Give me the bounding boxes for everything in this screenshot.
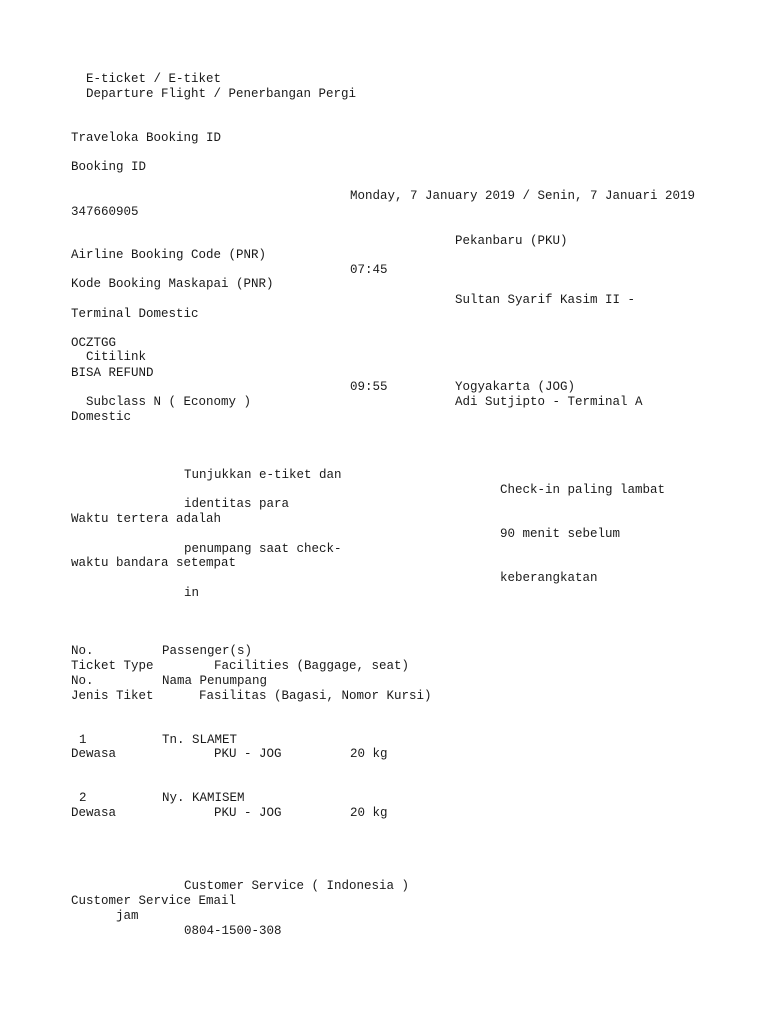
booking-id-value: 347660905 bbox=[71, 205, 139, 219]
arrival-city: Yogyakarta (JOG) bbox=[455, 380, 576, 394]
customer-service-email-label: Customer Service Email bbox=[71, 894, 237, 908]
pnr-label-en: Airline Booking Code (PNR) bbox=[71, 248, 267, 262]
pnr-label-id: Kode Booking Maskapai (PNR) bbox=[71, 277, 274, 291]
header-facilities-id: Fasilitas (Bagasi, Nomor Kursi) bbox=[199, 689, 432, 703]
notice-checkin-line: Check-in paling lambat bbox=[500, 483, 666, 497]
passenger-name: Tn. SLAMET bbox=[162, 733, 238, 747]
arrival-airport: Adi Sutjipto - Terminal A bbox=[455, 395, 643, 409]
header-passenger: Passenger(s) bbox=[162, 644, 253, 658]
departure-airport: Sultan Syarif Kasim II - bbox=[455, 293, 636, 307]
header-no: No. bbox=[71, 644, 94, 658]
header-ticket-type: Ticket Type bbox=[71, 659, 154, 673]
airline-name: Citilink bbox=[86, 350, 147, 364]
notice-show-ticket-line: in bbox=[184, 586, 200, 600]
pnr-value: OCZTGG bbox=[71, 336, 117, 350]
header-passenger-id: Nama Penumpang bbox=[162, 674, 268, 688]
notice-checkin-line: keberangkatan bbox=[500, 571, 598, 585]
notice-show-ticket-line: penumpang saat check- bbox=[184, 542, 342, 556]
passenger-type: Dewasa bbox=[71, 806, 117, 820]
notice-local-time-line: Waktu tertera adalah bbox=[71, 512, 222, 526]
flight-date: Monday, 7 January 2019 / Senin, 7 Januari 2019 bbox=[350, 189, 696, 203]
passenger-name: Ny. KAMISEM bbox=[162, 791, 245, 805]
header-no-id: No. bbox=[71, 674, 94, 688]
customer-service-hours-label: jam bbox=[116, 909, 139, 923]
passenger-no: 1 bbox=[79, 733, 87, 747]
arrival-time: 09:55 bbox=[350, 380, 388, 394]
departure-city: Pekanbaru (PKU) bbox=[455, 234, 568, 248]
notice-show-ticket-line: Tunjukkan e-tiket dan bbox=[184, 468, 342, 482]
header-facilities: Facilities (Baggage, seat) bbox=[214, 659, 410, 673]
passenger-baggage: 20 kg bbox=[350, 747, 388, 761]
departure-time: 07:45 bbox=[350, 263, 388, 277]
arrival-terminal: Domestic bbox=[71, 410, 132, 424]
passenger-baggage: 20 kg bbox=[350, 806, 388, 820]
notice-checkin-line: 90 menit sebelum bbox=[500, 527, 621, 541]
refund-status: BISA REFUND bbox=[71, 366, 154, 380]
header-ticket-type-id: Jenis Tiket bbox=[71, 689, 154, 703]
notice-show-ticket-line: identitas para bbox=[184, 497, 290, 511]
passenger-type: Dewasa bbox=[71, 747, 117, 761]
ticket-title: E-ticket / E-tiket bbox=[86, 72, 222, 86]
subclass-info: Subclass N ( Economy ) bbox=[86, 395, 252, 409]
customer-service-phone[interactable]: 0804-1500-308 bbox=[184, 924, 282, 938]
flight-direction: Departure Flight / Penerbangan Pergi bbox=[86, 87, 357, 101]
passenger-route: PKU - JOG bbox=[214, 806, 282, 820]
passenger-no: 2 bbox=[79, 791, 87, 805]
customer-service-title: Customer Service ( Indonesia ) bbox=[184, 879, 410, 893]
booking-id-label: Booking ID bbox=[71, 160, 147, 174]
traveloka-booking-label: Traveloka Booking ID bbox=[71, 131, 222, 145]
departure-terminal: Terminal Domestic bbox=[71, 307, 199, 321]
notice-local-time-line: waktu bandara setempat bbox=[71, 556, 237, 570]
passenger-route: PKU - JOG bbox=[214, 747, 282, 761]
